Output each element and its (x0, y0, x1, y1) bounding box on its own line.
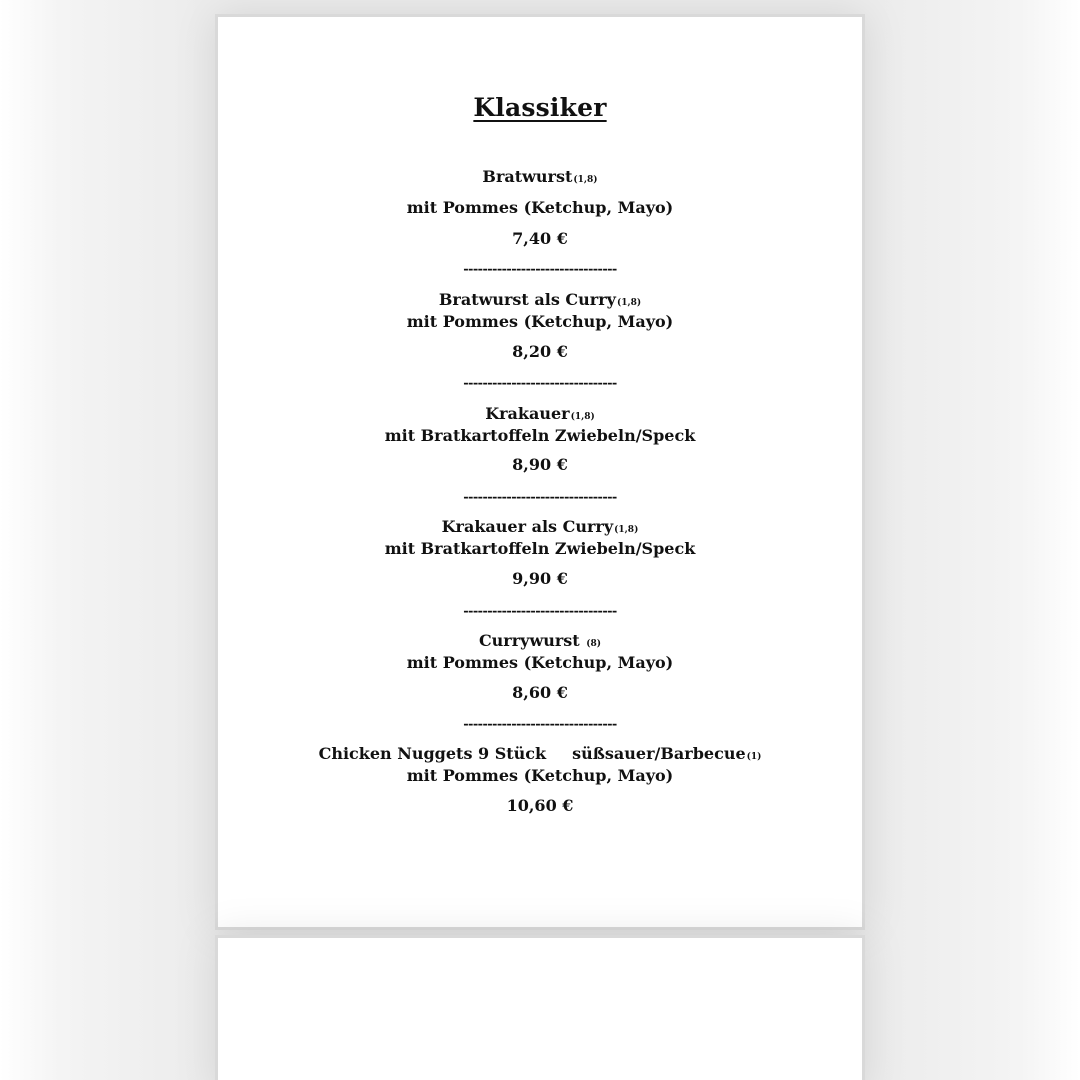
item-name: Currywurst (478, 631, 580, 650)
allergen-note: (1,8) (573, 175, 598, 185)
allergen-note: (8) (586, 639, 602, 649)
menu-item-name (218, 167, 862, 190)
menu-item-price: 8,20 € (512, 342, 568, 361)
menu-item-side: mit Pommes (Ketchup, Mayo) (406, 312, 674, 331)
menu-item-side: mit Bratkartoffeln Zwiebeln/Speck (384, 426, 696, 445)
menu-item-side: mit Bratkartoffeln Zwiebeln/Speck (384, 539, 696, 558)
menu-item-side: mit Pommes (Ketchup, Mayo) (406, 653, 674, 672)
divider: -------------------------------- (463, 262, 617, 277)
divider: -------------------------------- (463, 717, 617, 732)
menu-item-side: mit Pommes (Ketchup, Mayo) (406, 766, 674, 785)
menu-item-name (218, 404, 862, 427)
divider: -------------------------------- (463, 490, 617, 505)
item-sauce: süßsauer/Barbecue (572, 744, 746, 763)
allergen-note: (1,8) (616, 298, 642, 308)
menu-item-name (218, 631, 862, 654)
item-name: Krakauer als Curry (441, 517, 614, 536)
item-name: Krakauer (485, 404, 570, 423)
item-name: Bratwurst als Curry (438, 290, 616, 309)
next-page (215, 935, 865, 1080)
menu-item-price: 10,60 € (506, 796, 574, 815)
menu-item-name (218, 517, 862, 540)
item-name: Bratwurst (482, 167, 573, 186)
allergen-note: (1,8) (614, 525, 639, 535)
item-name: Chicken Nuggets 9 Stück (318, 744, 547, 763)
divider: -------------------------------- (463, 376, 617, 391)
allergen-note: (1,8) (570, 412, 595, 422)
divider: -------------------------------- (463, 604, 617, 619)
menu-item-price: 8,60 € (512, 683, 568, 702)
menu-title: Klassiker (473, 93, 607, 122)
menu-item-name (218, 744, 862, 767)
menu-item-price: 9,90 € (512, 569, 568, 588)
menu-item-name (218, 290, 862, 313)
menu-item-price: 7,40 € (512, 229, 568, 248)
menu-item-side: mit Pommes (Ketchup, Mayo) (406, 198, 674, 217)
menu-page (215, 14, 865, 930)
allergen-note: (1) (746, 752, 762, 762)
menu-item-price: 8,90 € (512, 455, 568, 474)
